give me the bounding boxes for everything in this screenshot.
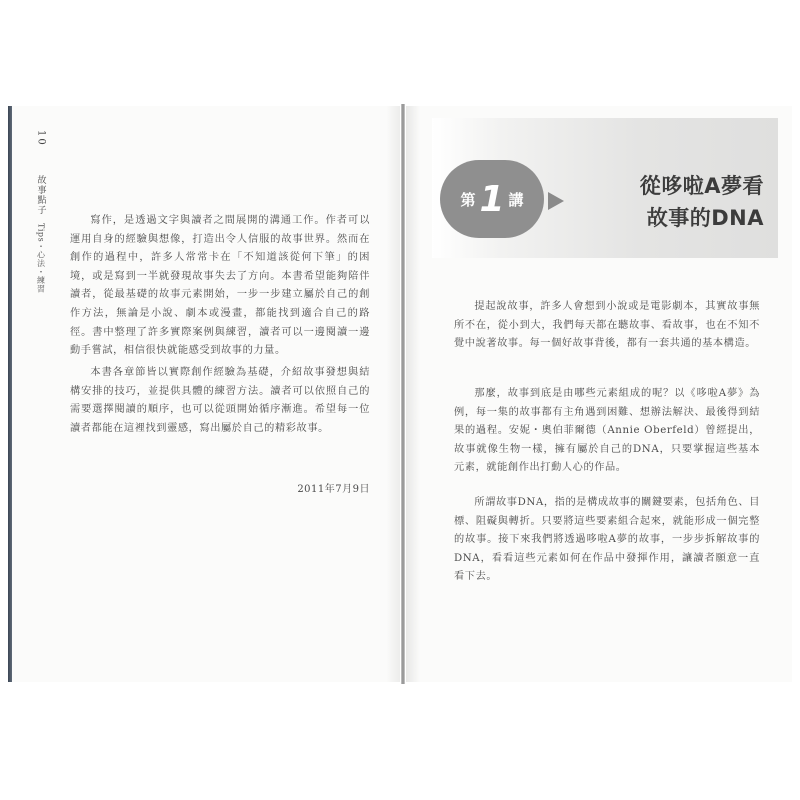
- book-title: 故事點子: [35, 174, 46, 215]
- chapter-title: [582, 170, 764, 234]
- gutter-shadow: [386, 106, 400, 682]
- lecture-suffix: 講: [508, 190, 524, 209]
- lecture-prefix: 第: [460, 190, 476, 209]
- chapter-paragraph: 所謂故事DNA，指的是構成故事的關鍵要素，包括角色、目標、阻礙與轉折。只要將這些要素組合起來，就能形成一個完整的故事。接下來我們將透過哆啦A夢的故事，一步步拆解故事的DNA，看看這些元素如何在作品中發揮作用，讓讀者願意一直看下去。: [454, 497, 760, 583]
- preface-paragraph: 本書各章節皆以實際創作經驗為基礎，介紹故事發想與結構安排的技巧，並提供具體的練習方法。讀者可以依照自己的需要選擇閱讀的順序，也可以從頭開始循序漸進。希望每一位讀者都能在這裡找到靈感，寫出屬於自己的精彩故事。: [70, 367, 370, 434]
- chapter-paragraph: 提起說故事，許多人會想到小說或是電影劇本，其實故事無所不在，從小到大，我們每天都在聽故事、看故事，也在不知不覺中說著故事。每一個好故事背後，都有一套共通的基本構造。: [454, 301, 760, 350]
- book-subtitle: Tips・心法・練習: [36, 222, 46, 293]
- book-fold: [401, 104, 405, 684]
- page-number: 10: [35, 130, 47, 147]
- preface-date: 2011年7月9日: [297, 484, 370, 495]
- arrow-right-icon: [548, 192, 564, 210]
- book-edge: [8, 106, 12, 682]
- gutter-shadow: [406, 106, 420, 682]
- chapter-paragraph: 那麼，故事到底是由哪些元素組成的呢？以《哆啦A夢》為例，每一集的故事都有主角遇到困難、想辦法解決、最後得到結果的過程。安妮・奧伯菲爾德（Annie Oberfeld）曾經提出，故事就像生物一樣，擁有屬於自己的DNA，只要掌握這些基本元素，就能創作出打動人心的作品。: [454, 388, 760, 474]
- preface-paragraph: 寫作，是透過文字與讀者之間展開的溝通工作。作者可以運用自身的經驗與想像，打造出令人信服的故事世界。然而在創作的過程中，許多人常常卡在「不知道該從何下筆」的困境，或是寫到一半就發現故事失去了方向。本書希望能夠陪伴讀者，從最基礎的故事元素開始，一步一步建立屬於自己的創作方法，無論是小說、劇本或漫畫，都能找到適合自己的路徑。書中整理了許多實際案例與練習，讀者可以一邊閱讀一邊動手嘗試，相信很快就能感受到故事的力量。: [70, 215, 370, 357]
- lecture-badge: [440, 160, 544, 238]
- running-header: [30, 130, 52, 293]
- chapter-title-line: 故事的DNA: [646, 206, 764, 230]
- chapter-title-line: 從哆啦A夢看: [639, 174, 764, 198]
- lecture-number: 1: [479, 178, 505, 220]
